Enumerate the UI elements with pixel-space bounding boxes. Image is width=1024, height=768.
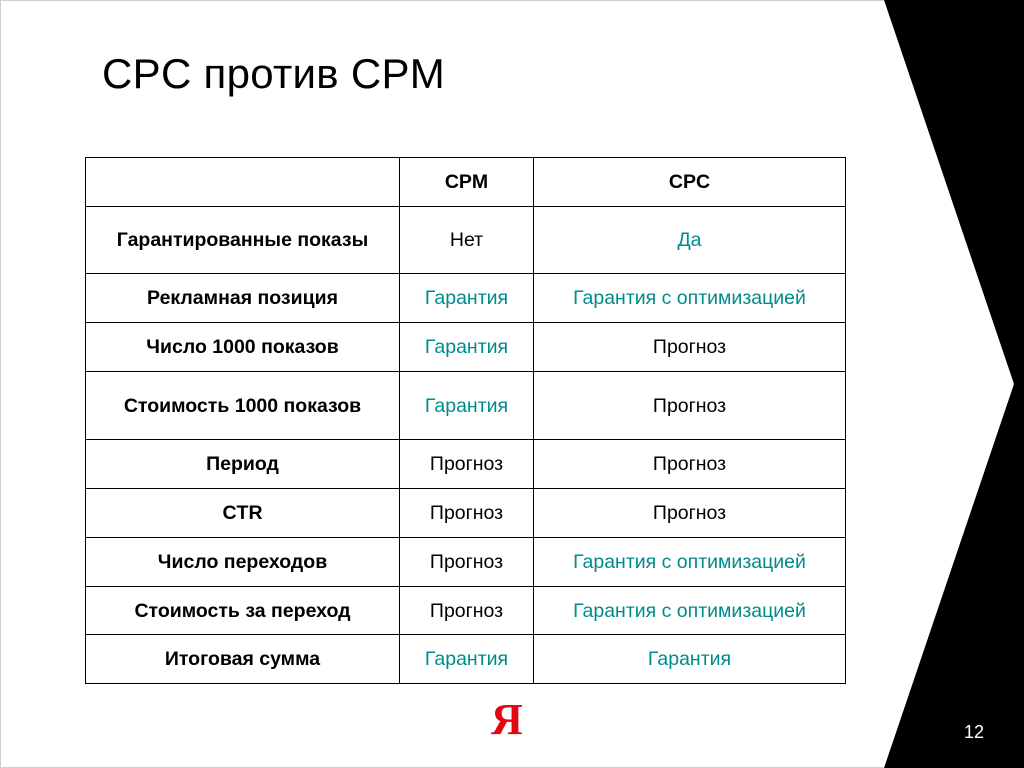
cpc-value: Гарантия	[534, 635, 846, 684]
slide-border-left	[0, 0, 1, 768]
row-label: Число переходов	[86, 538, 400, 587]
header-cell-cpc: CPC	[534, 158, 846, 207]
row-label: Рекламная позиция	[86, 274, 400, 323]
table-row	[86, 207, 846, 274]
cpc-value: Гарантия с оптимизацией	[534, 538, 846, 587]
table-row	[86, 323, 846, 372]
row-label: Гарантированные показы	[86, 207, 400, 274]
table-row	[86, 372, 846, 440]
page-number: 12	[964, 722, 985, 742]
table-row	[86, 635, 846, 684]
slide-title: CPC против CPM	[102, 50, 446, 97]
table-row	[86, 538, 846, 587]
row-label: CTR	[86, 489, 400, 538]
cpc-value: Прогноз	[534, 323, 846, 372]
table-row	[86, 587, 846, 635]
cpm-value: Прогноз	[400, 587, 534, 635]
cpm-value: Гарантия	[400, 635, 534, 684]
row-label: Число 1000 показов	[86, 323, 400, 372]
table-row	[86, 440, 846, 489]
cpc-value: Прогноз	[534, 489, 846, 538]
row-label: Итоговая сумма	[86, 635, 400, 684]
table-header-row	[86, 158, 846, 207]
header-cell-empty	[86, 158, 400, 207]
cpm-value: Гарантия	[400, 372, 534, 440]
cpm-value: Прогноз	[400, 440, 534, 489]
cpc-value: Прогноз	[534, 440, 846, 489]
header-cell-cpm: CPM	[400, 158, 534, 207]
table-row	[86, 274, 846, 323]
row-label: Стоимость 1000 показов	[86, 372, 400, 440]
slide-border-top	[0, 0, 1024, 1]
row-label: Период	[86, 440, 400, 489]
cpm-value: Нет	[400, 207, 534, 274]
cpm-value: Прогноз	[400, 538, 534, 587]
cpc-value: Прогноз	[534, 372, 846, 440]
cpc-value: Гарантия с оптимизацией	[534, 274, 846, 323]
yandex-logo: Я	[491, 695, 523, 744]
cpc-value: Гарантия с оптимизацией	[534, 587, 846, 635]
cpm-value: Гарантия	[400, 274, 534, 323]
black-band-shape	[884, 0, 1024, 768]
cpm-value: Прогноз	[400, 489, 534, 538]
comparison-table	[85, 157, 846, 684]
cpc-value: Да	[534, 207, 846, 274]
row-label: Стоимость за переход	[86, 587, 400, 635]
cpm-value: Гарантия	[400, 323, 534, 372]
table-row	[86, 489, 846, 538]
decorative-black-band	[884, 0, 1024, 768]
